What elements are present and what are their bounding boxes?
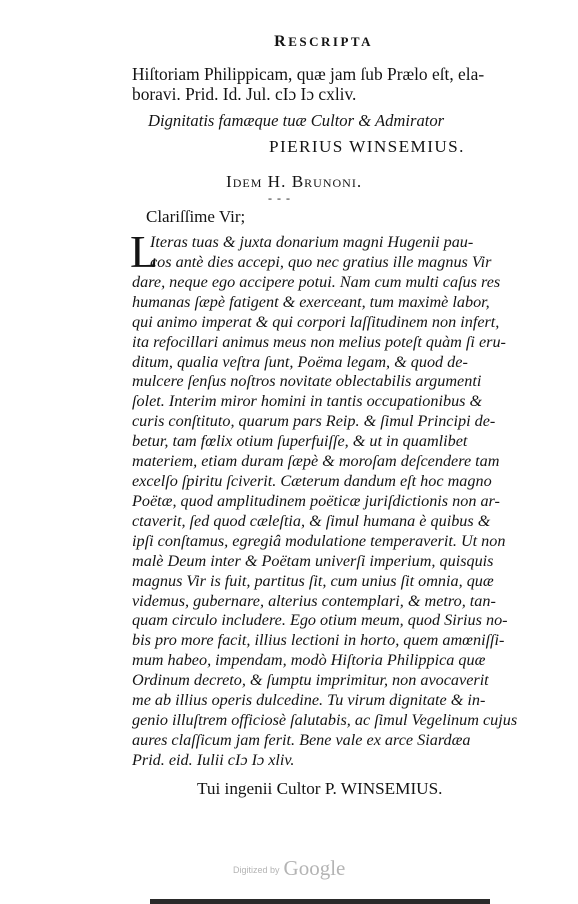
- letter-heading: Idem H. Brunoni.: [226, 172, 363, 191]
- letter-line: materiem, etiam duram ſæpè & moroſam deſcendere tam: [132, 452, 500, 471]
- watermark-prefix: Digitized by: [233, 865, 280, 875]
- closing-signature: Tui ingenii Cultor P. WINSEMIUS.: [197, 779, 443, 798]
- letter-line: Ordinum decreto, & ſumptu imprimitur, non avocaverit: [132, 671, 489, 690]
- watermark-brand: Google: [283, 856, 346, 880]
- letter-line: ditum, qualia veſtra ſunt, Poëma legam, & quod de-: [132, 352, 468, 371]
- letter-line: dare, neque ego accipere potui. Nam cum multi caſus res: [132, 272, 501, 291]
- signature-name: PIERIUS WINSEMIUS.: [269, 137, 465, 156]
- letter-line: bis pro more facit, illius lectioni in horto, quem amœniſſi-: [132, 631, 505, 650]
- letter-line: betur, tam fœlix otium ſuperfuiſſe, & ut in quamlibet: [132, 432, 468, 451]
- letter-line: mum habeo, impendam, modò Hiſtoria Philippica quæ: [132, 651, 486, 670]
- letter-line: quam circulo includere. Ego otium meum, quod Sirius no-: [132, 611, 508, 630]
- letter-line: ctaverit, ſed quod cæleſtia, & ſimul humana è quibus &: [132, 511, 491, 530]
- letter-line: excelſo ſpiritu ſciverit. Cæterum dandum eſt hoc magno: [132, 472, 492, 491]
- intro-line: boravi. Prid. Id. Jul. cIɔ Iɔ cxliv.: [132, 84, 357, 104]
- letter-line: cos antè dies accepi, quo nec gratius ille magnus Vir: [150, 252, 492, 271]
- letter-line: magnus Vir is fuit, partitus ſit, cum unius ſit omnia, quæ: [132, 571, 494, 590]
- letter-line: aures claſſicum jam ferit. Bene vale ex arce Siardæa: [132, 731, 471, 749]
- letter-line: Poëtæ, quod amplitudinem poëticæ juriſdictionis non ar-: [132, 491, 500, 510]
- ornament-divider: - - -: [268, 191, 291, 205]
- letter-line: Iteras tuas & juxta donarium magni Hugenii pau-: [150, 233, 474, 251]
- signature-line: Dignitatis famæque tuæ Cultor & Admirator: [148, 111, 445, 130]
- letter-line: mulcere ſenſus noſtros novitate oblectabilis argumenti: [132, 372, 482, 391]
- letter-line: ita refocillari animus meus non melius poteſt quàm ſi eru-: [132, 332, 506, 351]
- page-edge-bar: [150, 899, 490, 904]
- letter-line: humanas ſæpè fatigent & exerceant, tum maximè labor,: [132, 292, 490, 311]
- drop-cap: L: [130, 226, 159, 277]
- letter-line: curis conſtituto, quarum pars Reip. & ſimul Principi de-: [132, 412, 496, 431]
- letter-line: ſolet. Interim miror homini in tantis occupationibus &: [132, 392, 483, 411]
- letter-line: malè Deum inter & Poëtam univerſi imperium, quisquis: [132, 551, 494, 570]
- letter-line: videmus, gubernare, alterius contemplari, & metro, tan-: [132, 591, 496, 610]
- intro-line: Hiſtoriam Philippicam, quæ jam ſub Prælo eſt, ela-: [132, 64, 485, 84]
- digitized-watermark: [233, 856, 345, 881]
- letter-line: me ab illius operis dulcedine. Tu virum dignitate & in-: [132, 691, 486, 710]
- salutation: Clariſſime Vir;: [146, 207, 246, 226]
- letter-line: genio illuſtrem officiosè ſalutabis, ac ſimul Vegelinum cujus: [132, 711, 518, 730]
- letter-line: Prid. eid. Iulii cIɔ Iɔ xliv.: [132, 750, 295, 769]
- letter-line: qui animo imperat & qui corpori laſſitudinem non infert,: [132, 312, 500, 331]
- letter-line: ipſi conſtamus, egregiâ modulatione temperaverit. Ut non: [132, 531, 506, 550]
- running-head: RESCRIPTA: [274, 33, 373, 50]
